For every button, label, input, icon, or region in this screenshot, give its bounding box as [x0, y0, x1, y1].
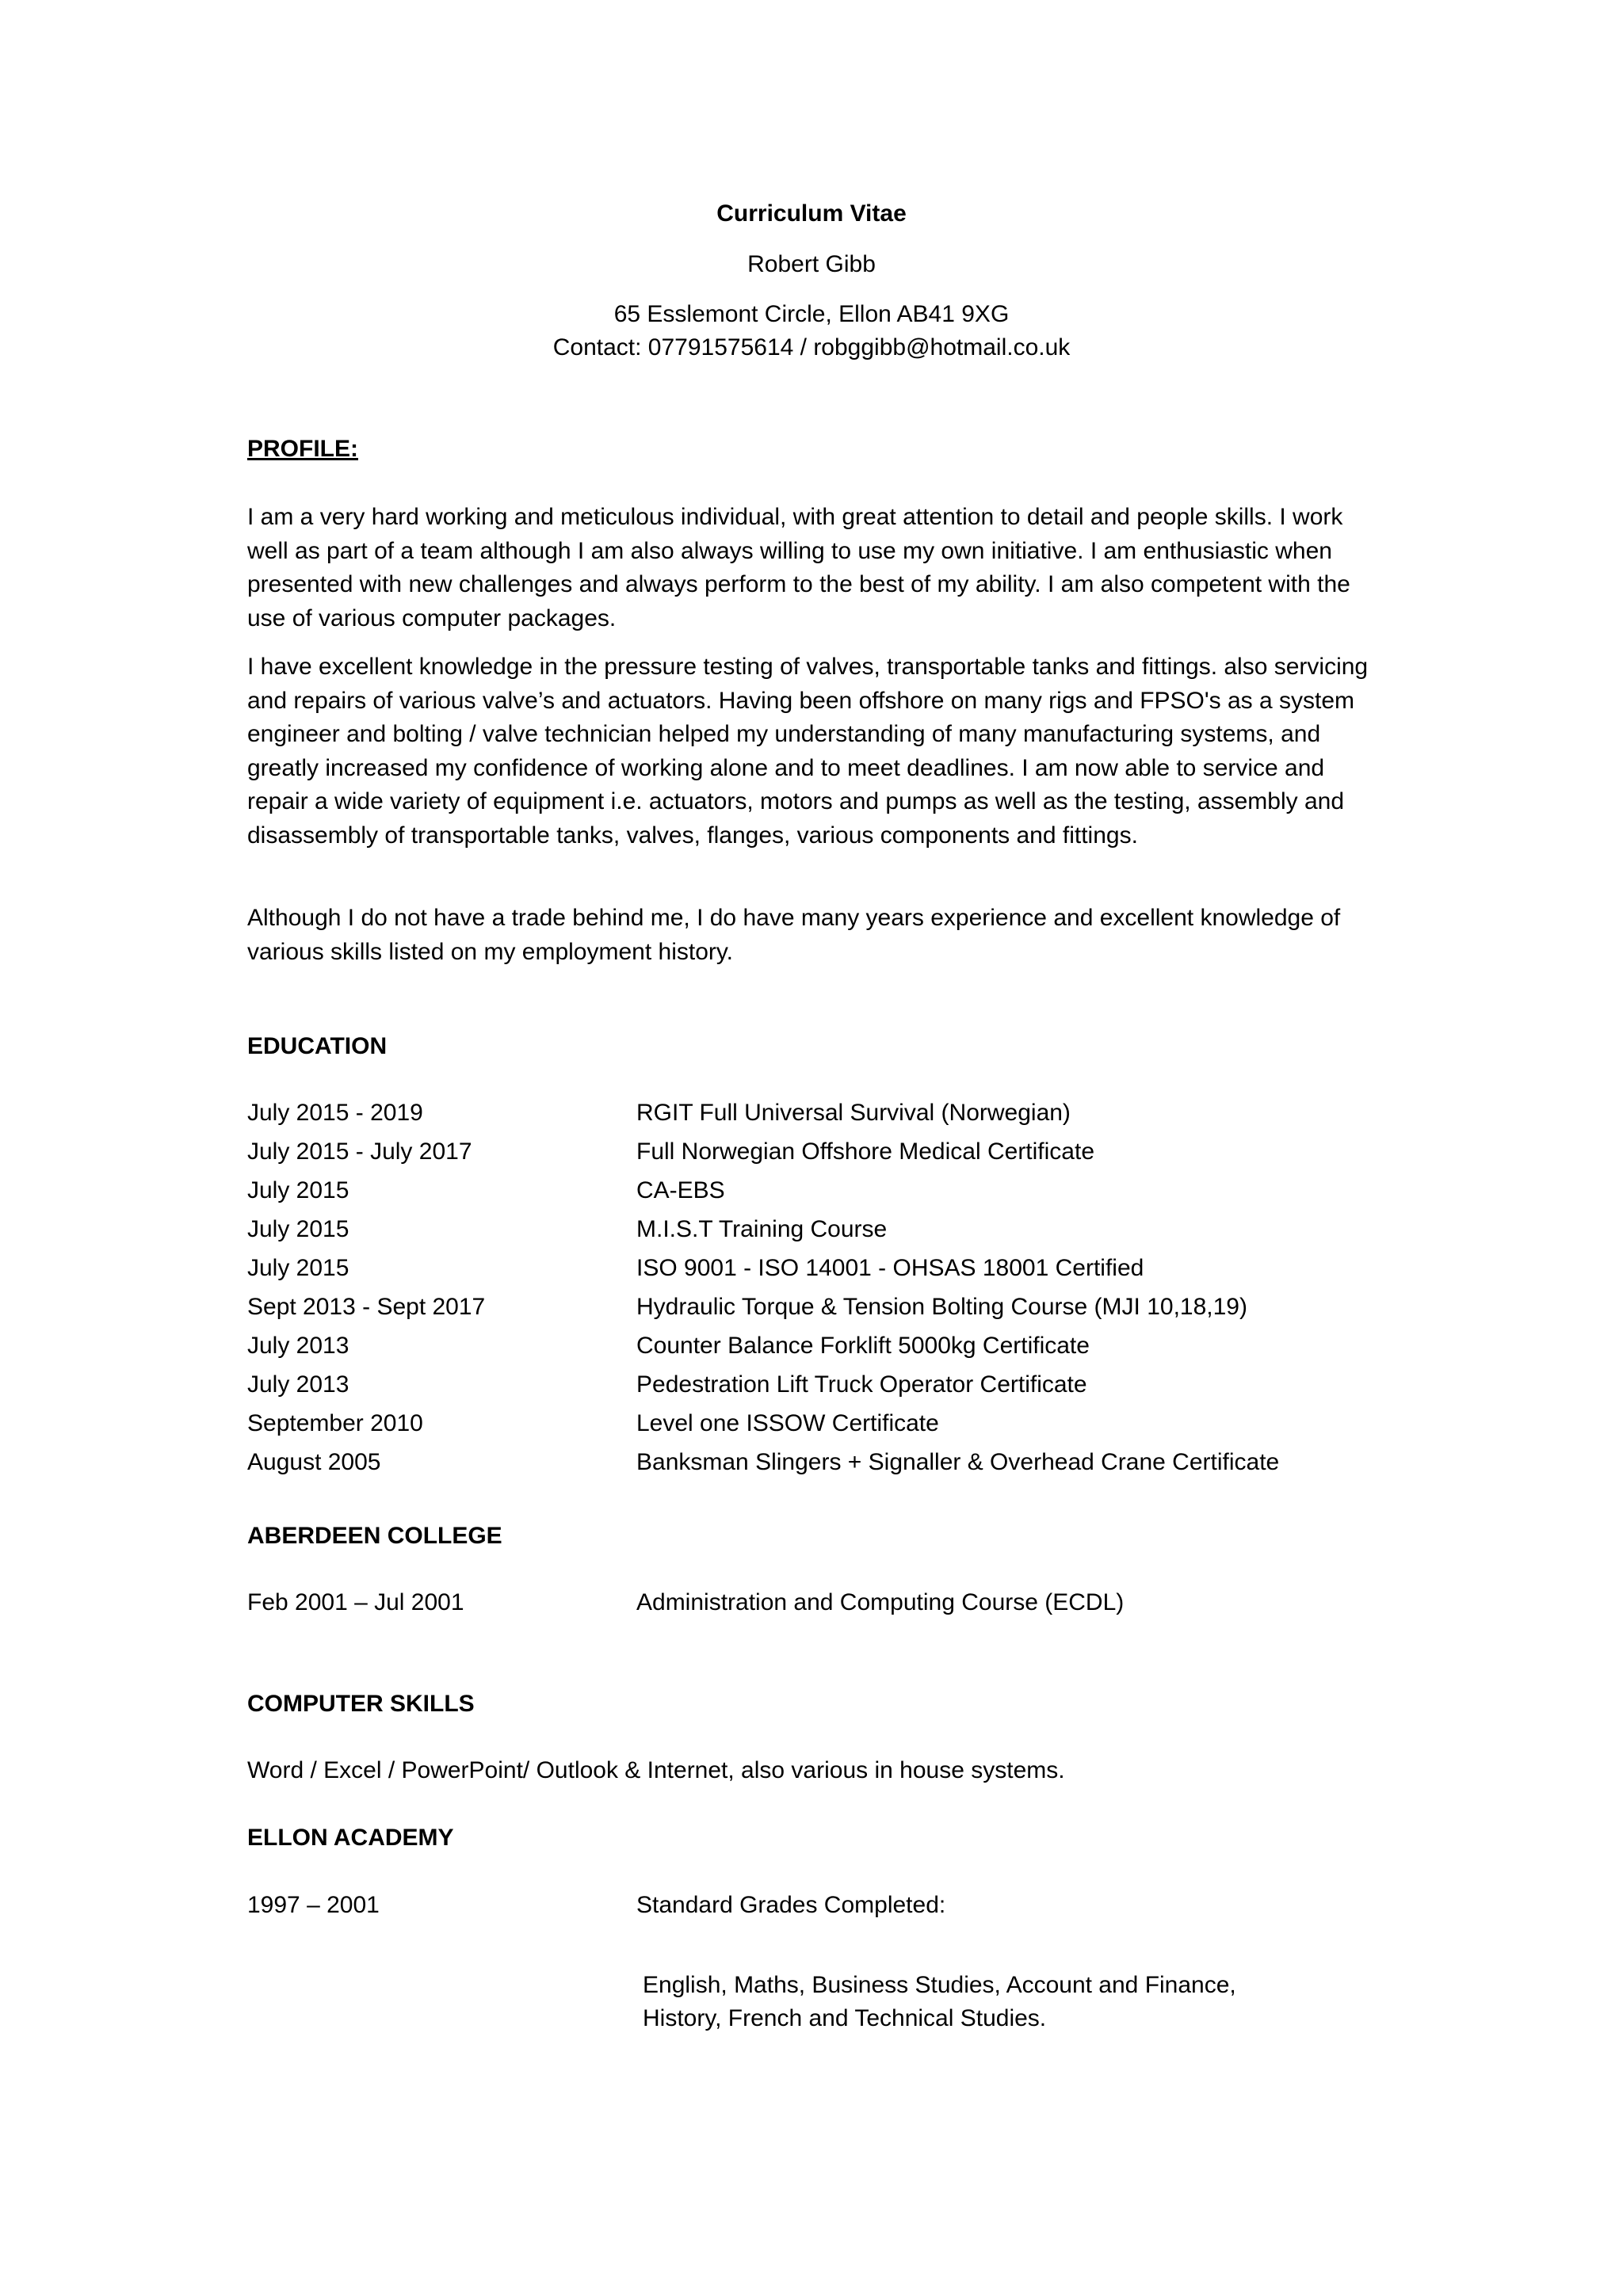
- education-row: [0, 1252, 1623, 1291]
- education-date: August 2005: [247, 1449, 381, 1475]
- aberdeen-college-heading: ABERDEEN COLLEGE: [247, 1523, 502, 1549]
- education-row: [0, 1213, 1623, 1252]
- education-date: July 2015: [247, 1255, 349, 1281]
- education-row: [0, 1097, 1623, 1135]
- contact-line: Contact: 07791575614 / robggibb@hotmail.co.uk: [552, 334, 1071, 360]
- aberdeen-college-date: Feb 2001 – Jul 2001: [247, 1589, 464, 1615]
- education-date: July 2015 - July 2017: [247, 1138, 472, 1165]
- education-row: [0, 1135, 1623, 1174]
- profile-paragraph-3: Although I do not have a trade behind me, I do have many years experience and excellent knowledge of various skills listed on my employment history.: [247, 905, 1341, 965]
- education-row: [0, 1329, 1623, 1368]
- ellon-academy-heading: ELLON ACADEMY: [247, 1825, 454, 1851]
- education-description: ISO 9001 - ISO 14001 - OHSAS 18001 Certified: [636, 1255, 1144, 1281]
- education-description: CA-EBS: [636, 1177, 725, 1203]
- education-date: September 2010: [247, 1410, 423, 1436]
- education-description: Level one ISSOW Certificate: [636, 1410, 939, 1436]
- education-date: July 2015: [247, 1216, 349, 1242]
- education-date: July 2015 - 2019: [247, 1100, 423, 1126]
- computer-skills-heading: COMPUTER SKILLS: [247, 1691, 475, 1717]
- education-date: July 2013: [247, 1333, 349, 1359]
- education-row: [0, 1446, 1623, 1485]
- ellon-academy-subjects: English, Maths, Business Studies, Account and Finance,: [643, 1972, 1236, 1998]
- aberdeen-college-row: [0, 1586, 1623, 1625]
- education-description: Counter Balance Forklift 5000kg Certificate: [636, 1333, 1090, 1359]
- profile-heading: PROFILE:: [247, 436, 358, 462]
- education-description: RGIT Full Universal Survival (Norwegian): [636, 1100, 1071, 1126]
- education-description: Banksman Slingers + Signaller & Overhead Crane Certificate: [636, 1449, 1280, 1475]
- education-date: July 2015: [247, 1177, 349, 1203]
- computer-skills-text: Word / Excel / PowerPoint/ Outlook & Internet, also various in house systems.: [247, 1757, 1065, 1783]
- education-row: [0, 1407, 1623, 1446]
- education-description: M.I.S.T Training Course: [636, 1216, 888, 1242]
- education-description: Hydraulic Torque & Tension Bolting Course (MJI 10,18,19): [636, 1294, 1247, 1320]
- ellon-academy-subjects: History, French and Technical Studies.: [643, 2005, 1047, 2031]
- profile-paragraph-1: I am a very hard working and meticulous individual, with great attention to detail and people skills. I work well as part of a team although I am also always willing to use my own initiative. I am enthusiastic when presented with new challenges and always perform to the best of my ability. I am also competent with the use of various computer packages.: [247, 504, 1350, 631]
- ellon-academy-date: 1997 – 2001: [247, 1892, 380, 1918]
- education-heading: EDUCATION: [247, 1033, 388, 1059]
- document-title: Curriculum Vitae: [716, 200, 907, 227]
- education-row: [0, 1291, 1623, 1329]
- ellon-academy-row: [0, 1889, 1623, 1928]
- education-description: Full Norwegian Offshore Medical Certificate: [636, 1138, 1095, 1165]
- aberdeen-college-description: Administration and Computing Course (ECDL): [636, 1589, 1125, 1615]
- ellon-academy-subjects-line: [0, 2002, 1623, 2041]
- education-date: Sept 2013 - Sept 2017: [247, 1294, 486, 1320]
- education-row: [0, 1368, 1623, 1407]
- education-row: [0, 1174, 1623, 1213]
- education-date: July 2013: [247, 1371, 349, 1398]
- education-description: Pedestration Lift Truck Operator Certificate: [636, 1371, 1087, 1398]
- computer-skills-row: [0, 1754, 1623, 1793]
- address-line: 65 Esslemont Circle, Ellon AB41 9XG: [613, 301, 1010, 327]
- profile-paragraph-2: I have excellent knowledge in the pressure testing of valves, transportable tanks and fittings. also servicing and repairs of various valve’s and actuators. Having been offshore on many rigs and FPSO's as a system engineer and bolting / valve technician helped my understanding of many manufacturing systems, and greatly increased my confidence of working alone and to meet deadlines. I am now able to service and repair a wide variety of equipment i.e. actuators, motors and pumps as well as the testing, assembly and disassembly of transportable tanks, valves, flanges, various components and fittings.: [247, 654, 1369, 849]
- ellon-academy-description: Standard Grades Completed:: [636, 1892, 946, 1918]
- candidate-name: Robert Gibb: [747, 251, 876, 277]
